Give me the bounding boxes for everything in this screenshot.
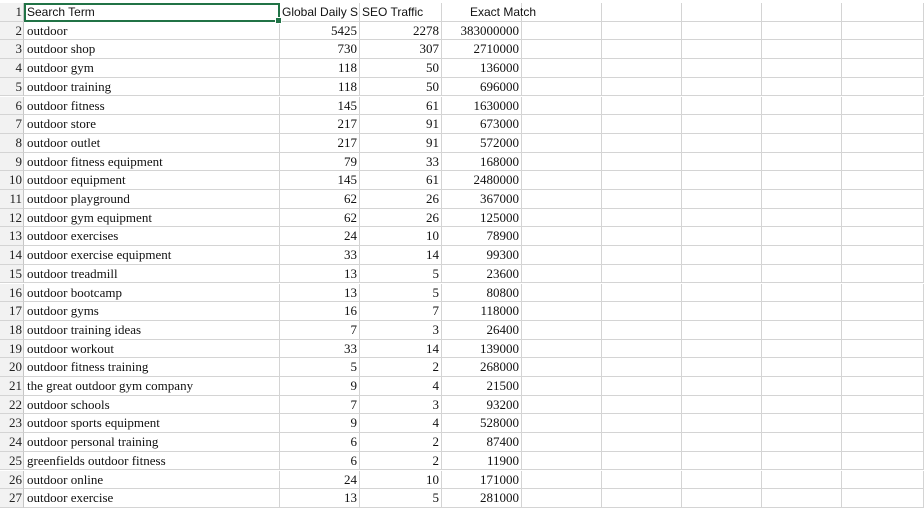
cell-seo-traffic[interactable]: 10 (360, 471, 442, 490)
empty-cell[interactable] (842, 489, 924, 508)
cell-seo-traffic[interactable]: 91 (360, 134, 442, 153)
empty-cell[interactable] (522, 97, 602, 116)
cell-search-term[interactable]: outdoor exercise equipment (24, 246, 280, 265)
empty-cell[interactable] (682, 433, 762, 452)
row-number[interactable]: 1 (0, 3, 24, 22)
empty-cell[interactable] (602, 153, 682, 172)
empty-cell[interactable] (842, 115, 924, 134)
cell-exact-match[interactable]: 139000 (442, 340, 522, 359)
empty-cell[interactable] (682, 265, 762, 284)
row-number[interactable]: 18 (0, 321, 24, 340)
cell-exact-match[interactable]: 673000 (442, 115, 522, 134)
empty-cell[interactable] (762, 452, 842, 471)
empty-cell[interactable] (682, 340, 762, 359)
cell-search-term[interactable]: outdoor store (24, 115, 280, 134)
empty-cell[interactable] (522, 377, 602, 396)
cell-exact-match[interactable]: 21500 (442, 377, 522, 396)
cell-global-daily[interactable]: 5425 (280, 22, 360, 41)
empty-cell[interactable] (842, 396, 924, 415)
cell-global-daily[interactable]: 79 (280, 153, 360, 172)
empty-cell[interactable] (762, 396, 842, 415)
cell-exact-match[interactable]: 696000 (442, 78, 522, 97)
table-row (0, 452, 924, 471)
empty-cell[interactable] (842, 97, 924, 116)
empty-cell[interactable] (842, 134, 924, 153)
empty-cell[interactable] (762, 78, 842, 97)
empty-cell[interactable] (842, 377, 924, 396)
cell-global-daily[interactable]: 24 (280, 227, 360, 246)
empty-cell[interactable] (602, 414, 682, 433)
empty-cell[interactable] (842, 358, 924, 377)
empty-cell[interactable] (682, 302, 762, 321)
cell-search-term[interactable]: outdoor training ideas (24, 321, 280, 340)
cell-seo-traffic[interactable]: 26 (360, 190, 442, 209)
empty-cell[interactable] (682, 452, 762, 471)
row-number[interactable]: 13 (0, 227, 24, 246)
cell-exact-match[interactable]: 171000 (442, 471, 522, 490)
table-row (0, 265, 924, 284)
header-cell-exact-match[interactable]: Exact Match (442, 3, 522, 22)
empty-cell[interactable] (762, 246, 842, 265)
cell-global-daily[interactable]: 730 (280, 40, 360, 59)
cell-seo-traffic[interactable]: 61 (360, 171, 442, 190)
empty-cell[interactable] (602, 396, 682, 415)
table-row (0, 78, 924, 97)
row-number[interactable]: 23 (0, 414, 24, 433)
cell-global-daily[interactable]: 33 (280, 340, 360, 359)
empty-cell[interactable] (682, 284, 762, 303)
empty-cell[interactable] (602, 171, 682, 190)
cell-global-daily[interactable]: 9 (280, 377, 360, 396)
empty-cell[interactable] (762, 433, 842, 452)
empty-cell[interactable] (522, 227, 602, 246)
row-number[interactable]: 10 (0, 171, 24, 190)
empty-cell[interactable] (602, 358, 682, 377)
row-number[interactable]: 14 (0, 246, 24, 265)
table-row (0, 433, 924, 452)
empty-cell[interactable] (842, 171, 924, 190)
cell-exact-match[interactable]: 281000 (442, 489, 522, 508)
table-row (0, 414, 924, 433)
row-number[interactable]: 22 (0, 396, 24, 415)
empty-cell[interactable] (522, 22, 602, 41)
cell-search-term[interactable]: outdoor personal training (24, 433, 280, 452)
cell-seo-traffic[interactable]: 5 (360, 489, 442, 508)
empty-cell[interactable] (762, 40, 842, 59)
empty-cell[interactable] (602, 3, 682, 22)
cell-seo-traffic[interactable]: 50 (360, 78, 442, 97)
cell-seo-traffic[interactable]: 2 (360, 358, 442, 377)
cell-search-term[interactable]: outdoor fitness training (24, 358, 280, 377)
cell-seo-traffic[interactable]: 61 (360, 97, 442, 116)
table-row (0, 171, 924, 190)
cell-search-term[interactable]: outdoor equipment (24, 171, 280, 190)
table-row (0, 246, 924, 265)
cell-seo-traffic[interactable]: 2 (360, 433, 442, 452)
empty-cell[interactable] (762, 302, 842, 321)
cell-exact-match[interactable]: 1630000 (442, 97, 522, 116)
empty-cell[interactable] (842, 471, 924, 490)
row-number[interactable]: 12 (0, 209, 24, 228)
empty-cell[interactable] (762, 115, 842, 134)
cell-search-term[interactable]: outdoor schools (24, 396, 280, 415)
cell-seo-traffic[interactable]: 10 (360, 227, 442, 246)
empty-cell[interactable] (682, 153, 762, 172)
cell-seo-traffic[interactable]: 3 (360, 396, 442, 415)
empty-cell[interactable] (762, 377, 842, 396)
cell-global-daily[interactable]: 13 (280, 489, 360, 508)
empty-cell[interactable] (602, 22, 682, 41)
cell-search-term[interactable]: outdoor gym (24, 59, 280, 78)
table-row (0, 59, 924, 78)
empty-cell[interactable] (602, 40, 682, 59)
cell-seo-traffic[interactable]: 50 (360, 59, 442, 78)
empty-cell[interactable] (842, 414, 924, 433)
row-number[interactable]: 5 (0, 78, 24, 97)
empty-cell[interactable] (682, 321, 762, 340)
row-number[interactable]: 3 (0, 40, 24, 59)
empty-cell[interactable] (842, 227, 924, 246)
cell-seo-traffic[interactable]: 4 (360, 414, 442, 433)
cell-search-term[interactable]: outdoor gyms (24, 302, 280, 321)
empty-cell[interactable] (522, 246, 602, 265)
empty-cell[interactable] (602, 452, 682, 471)
table-row (0, 153, 924, 172)
row-number[interactable]: 21 (0, 377, 24, 396)
table-row (0, 284, 924, 303)
row-number[interactable]: 15 (0, 265, 24, 284)
empty-cell[interactable] (762, 190, 842, 209)
empty-cell[interactable] (762, 171, 842, 190)
row-number[interactable]: 17 (0, 302, 24, 321)
table-row (0, 190, 924, 209)
cell-search-term[interactable]: outdoor bootcamp (24, 284, 280, 303)
table-row (0, 471, 924, 490)
row-number[interactable]: 9 (0, 153, 24, 172)
row-number[interactable]: 11 (0, 190, 24, 209)
cell-seo-traffic[interactable]: 33 (360, 153, 442, 172)
empty-cell[interactable] (842, 59, 924, 78)
row-number[interactable]: 7 (0, 115, 24, 134)
cell-exact-match[interactable]: 268000 (442, 358, 522, 377)
empty-cell[interactable] (682, 115, 762, 134)
empty-cell[interactable] (842, 433, 924, 452)
cell-exact-match[interactable]: 528000 (442, 414, 522, 433)
cell-global-daily[interactable]: 145 (280, 171, 360, 190)
empty-cell[interactable] (602, 59, 682, 78)
empty-cell[interactable] (602, 246, 682, 265)
empty-cell[interactable] (602, 190, 682, 209)
row-number[interactable]: 26 (0, 471, 24, 490)
empty-cell[interactable] (522, 40, 602, 59)
cell-search-term[interactable]: outdoor shop (24, 40, 280, 59)
empty-cell[interactable] (522, 134, 602, 153)
cell-search-term[interactable]: greenfields outdoor fitness (24, 452, 280, 471)
row-number[interactable]: 2 (0, 22, 24, 41)
empty-cell[interactable] (522, 489, 602, 508)
empty-cell[interactable] (762, 3, 842, 22)
table-row (0, 489, 924, 508)
empty-cell[interactable] (682, 22, 762, 41)
empty-cell[interactable] (762, 134, 842, 153)
empty-cell[interactable] (762, 153, 842, 172)
cell-exact-match[interactable]: 2710000 (442, 40, 522, 59)
empty-cell[interactable] (842, 22, 924, 41)
cell-search-term[interactable]: outdoor (24, 22, 280, 41)
header-row (0, 3, 924, 22)
empty-cell[interactable] (762, 414, 842, 433)
cell-exact-match[interactable]: 383000000 (442, 22, 522, 41)
cell-exact-match[interactable]: 11900 (442, 452, 522, 471)
empty-cell[interactable] (842, 284, 924, 303)
row-number[interactable]: 8 (0, 134, 24, 153)
cell-exact-match[interactable]: 99300 (442, 246, 522, 265)
cell-global-daily[interactable]: 24 (280, 471, 360, 490)
empty-cell[interactable] (762, 321, 842, 340)
row-number[interactable]: 16 (0, 284, 24, 303)
empty-cell[interactable] (682, 134, 762, 153)
empty-cell[interactable] (522, 452, 602, 471)
empty-cell[interactable] (842, 321, 924, 340)
cell-seo-traffic[interactable]: 14 (360, 246, 442, 265)
cell-seo-traffic[interactable]: 91 (360, 115, 442, 134)
empty-cell[interactable] (522, 321, 602, 340)
cell-search-term[interactable]: outdoor treadmill (24, 265, 280, 284)
empty-cell[interactable] (522, 171, 602, 190)
table-row (0, 209, 924, 228)
row-number[interactable]: 20 (0, 358, 24, 377)
empty-cell[interactable] (682, 246, 762, 265)
empty-cell[interactable] (842, 340, 924, 359)
empty-cell[interactable] (682, 209, 762, 228)
cell-seo-traffic[interactable]: 4 (360, 377, 442, 396)
cell-exact-match[interactable]: 118000 (442, 302, 522, 321)
cell-global-daily[interactable]: 7 (280, 396, 360, 415)
empty-cell[interactable] (842, 190, 924, 209)
empty-cell[interactable] (602, 227, 682, 246)
empty-cell[interactable] (682, 59, 762, 78)
empty-cell[interactable] (522, 115, 602, 134)
empty-cell[interactable] (602, 284, 682, 303)
cell-global-daily[interactable]: 118 (280, 59, 360, 78)
cell-global-daily[interactable]: 217 (280, 134, 360, 153)
empty-cell[interactable] (762, 265, 842, 284)
empty-cell[interactable] (762, 97, 842, 116)
table-row (0, 97, 924, 116)
row-number[interactable]: 19 (0, 340, 24, 359)
empty-cell[interactable] (842, 78, 924, 97)
cell-seo-traffic[interactable]: 14 (360, 340, 442, 359)
cell-search-term[interactable]: outdoor sports equipment (24, 414, 280, 433)
empty-cell[interactable] (682, 40, 762, 59)
empty-cell[interactable] (842, 3, 924, 22)
cell-exact-match[interactable]: 367000 (442, 190, 522, 209)
empty-cell[interactable] (762, 227, 842, 246)
empty-cell[interactable] (602, 78, 682, 97)
empty-cell[interactable] (522, 190, 602, 209)
cell-exact-match[interactable]: 87400 (442, 433, 522, 452)
table-row (0, 22, 924, 41)
table-row (0, 40, 924, 59)
empty-cell[interactable] (522, 302, 602, 321)
cell-exact-match[interactable]: 80800 (442, 284, 522, 303)
empty-cell[interactable] (842, 153, 924, 172)
table-row (0, 227, 924, 246)
cell-search-term[interactable]: outdoor fitness equipment (24, 153, 280, 172)
header-cell-seo-traffic[interactable]: SEO Traffic (360, 3, 442, 22)
table-row (0, 377, 924, 396)
empty-cell[interactable] (682, 3, 762, 22)
empty-cell[interactable] (602, 115, 682, 134)
empty-cell[interactable] (762, 358, 842, 377)
cell-exact-match[interactable]: 125000 (442, 209, 522, 228)
empty-cell[interactable] (762, 59, 842, 78)
cell-exact-match[interactable]: 78900 (442, 227, 522, 246)
cell-search-term[interactable]: outdoor workout (24, 340, 280, 359)
table-row (0, 396, 924, 415)
empty-cell[interactable] (762, 284, 842, 303)
cell-exact-match[interactable]: 2480000 (442, 171, 522, 190)
row-number[interactable]: 27 (0, 489, 24, 508)
empty-cell[interactable] (842, 246, 924, 265)
cell-global-daily[interactable]: 145 (280, 97, 360, 116)
cell-global-daily[interactable]: 62 (280, 190, 360, 209)
empty-cell[interactable] (682, 377, 762, 396)
empty-cell[interactable] (682, 414, 762, 433)
empty-cell[interactable] (602, 265, 682, 284)
cell-global-daily[interactable]: 13 (280, 265, 360, 284)
header-cell-search-term[interactable]: Search Term (24, 3, 280, 22)
empty-cell[interactable] (602, 209, 682, 228)
cell-global-daily[interactable]: 62 (280, 209, 360, 228)
cell-seo-traffic[interactable]: 5 (360, 284, 442, 303)
empty-cell[interactable] (522, 209, 602, 228)
empty-cell[interactable] (522, 153, 602, 172)
cell-global-daily[interactable]: 33 (280, 246, 360, 265)
cell-global-daily[interactable]: 6 (280, 452, 360, 471)
header-cell-global-daily[interactable]: Global Daily S (280, 3, 360, 22)
empty-cell[interactable] (522, 265, 602, 284)
empty-cell[interactable] (522, 284, 602, 303)
cell-exact-match[interactable]: 23600 (442, 265, 522, 284)
cell-search-term[interactable]: outdoor exercise (24, 489, 280, 508)
empty-cell[interactable] (762, 22, 842, 41)
empty-cell[interactable] (522, 358, 602, 377)
empty-cell[interactable] (842, 265, 924, 284)
empty-cell[interactable] (682, 358, 762, 377)
cell-exact-match[interactable]: 572000 (442, 134, 522, 153)
cell-seo-traffic[interactable]: 2278 (360, 22, 442, 41)
empty-cell[interactable] (842, 40, 924, 59)
cell-global-daily[interactable]: 9 (280, 414, 360, 433)
table-row (0, 340, 924, 359)
cell-search-term[interactable]: outdoor fitness (24, 97, 280, 116)
cell-global-daily[interactable]: 7 (280, 321, 360, 340)
empty-cell[interactable] (602, 134, 682, 153)
empty-cell[interactable] (762, 471, 842, 490)
empty-cell[interactable] (762, 489, 842, 508)
empty-cell[interactable] (602, 321, 682, 340)
cell-global-daily[interactable]: 13 (280, 284, 360, 303)
cell-global-daily[interactable]: 118 (280, 78, 360, 97)
empty-cell[interactable] (522, 340, 602, 359)
empty-cell[interactable] (682, 489, 762, 508)
empty-cell[interactable] (682, 227, 762, 246)
cell-seo-traffic[interactable]: 26 (360, 209, 442, 228)
empty-cell[interactable] (522, 78, 602, 97)
empty-cell[interactable] (522, 59, 602, 78)
cell-exact-match[interactable]: 136000 (442, 59, 522, 78)
cell-seo-traffic[interactable]: 7 (360, 302, 442, 321)
empty-cell[interactable] (842, 209, 924, 228)
cell-seo-traffic[interactable]: 5 (360, 265, 442, 284)
cell-exact-match[interactable]: 26400 (442, 321, 522, 340)
empty-cell[interactable] (602, 302, 682, 321)
cell-global-daily[interactable]: 5 (280, 358, 360, 377)
row-number[interactable]: 25 (0, 452, 24, 471)
empty-cell[interactable] (682, 171, 762, 190)
cell-seo-traffic[interactable]: 2 (360, 452, 442, 471)
empty-cell[interactable] (522, 471, 602, 490)
empty-cell[interactable] (682, 190, 762, 209)
cell-global-daily[interactable]: 16 (280, 302, 360, 321)
cell-seo-traffic[interactable]: 3 (360, 321, 442, 340)
cell-search-term[interactable]: the great outdoor gym company (24, 377, 280, 396)
empty-cell[interactable] (522, 396, 602, 415)
cell-search-term[interactable]: outdoor playground (24, 190, 280, 209)
empty-cell[interactable] (602, 471, 682, 490)
cell-search-term[interactable]: outdoor online (24, 471, 280, 490)
row-number[interactable]: 6 (0, 97, 24, 116)
table-row (0, 115, 924, 134)
empty-cell[interactable] (682, 78, 762, 97)
cell-search-term[interactable]: outdoor training (24, 78, 280, 97)
table-row (0, 302, 924, 321)
cell-exact-match[interactable]: 93200 (442, 396, 522, 415)
cell-search-term[interactable]: outdoor exercises (24, 227, 280, 246)
table-row (0, 134, 924, 153)
cell-exact-match[interactable]: 168000 (442, 153, 522, 172)
empty-cell[interactable] (842, 452, 924, 471)
cell-search-term[interactable]: outdoor outlet (24, 134, 280, 153)
empty-cell[interactable] (682, 471, 762, 490)
empty-cell[interactable] (682, 396, 762, 415)
empty-cell[interactable] (602, 340, 682, 359)
cell-global-daily[interactable]: 217 (280, 115, 360, 134)
cell-seo-traffic[interactable]: 307 (360, 40, 442, 59)
empty-cell[interactable] (602, 377, 682, 396)
row-number[interactable]: 4 (0, 59, 24, 78)
empty-cell[interactable] (522, 3, 602, 22)
cell-search-term[interactable]: outdoor gym equipment (24, 209, 280, 228)
empty-cell[interactable] (602, 489, 682, 508)
empty-cell[interactable] (602, 433, 682, 452)
empty-cell[interactable] (522, 433, 602, 452)
empty-cell[interactable] (522, 414, 602, 433)
empty-cell[interactable] (602, 97, 682, 116)
empty-cell[interactable] (762, 209, 842, 228)
empty-cell[interactable] (682, 97, 762, 116)
table-row (0, 321, 924, 340)
cell-global-daily[interactable]: 6 (280, 433, 360, 452)
empty-cell[interactable] (762, 340, 842, 359)
empty-cell[interactable] (842, 302, 924, 321)
row-number[interactable]: 24 (0, 433, 24, 452)
table-row (0, 358, 924, 377)
